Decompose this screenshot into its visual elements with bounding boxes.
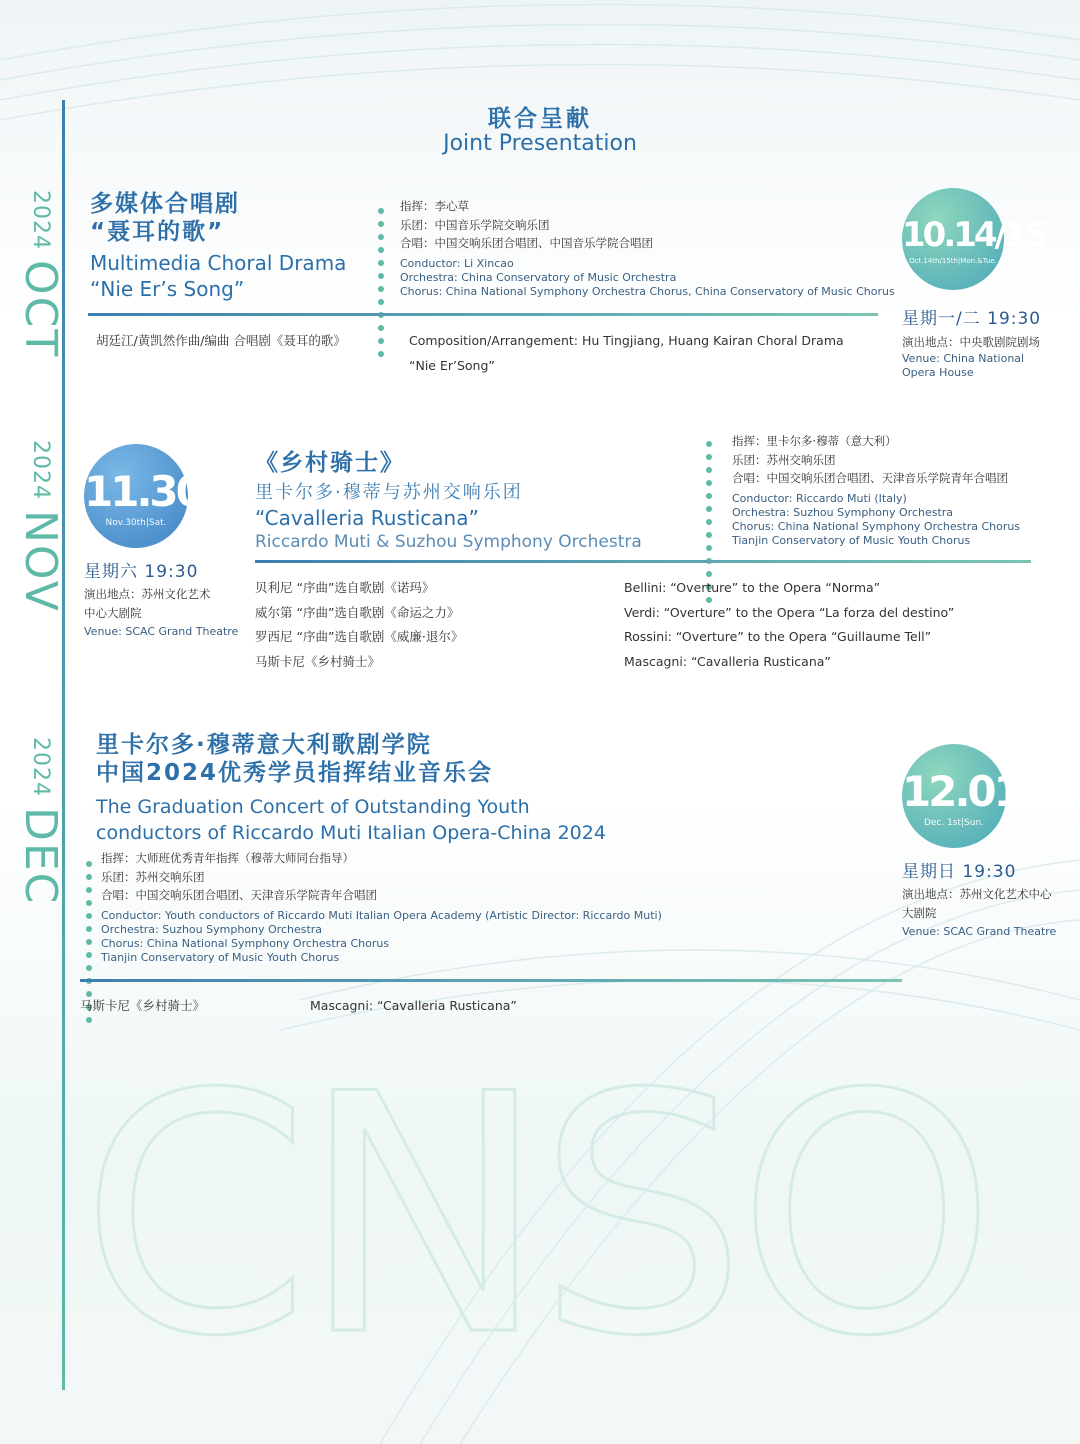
event1-date-sub: Oct.14th/15th|Mon.&Tue. <box>909 257 997 265</box>
event3-orchestra-cn: 乐团：苏州交响乐团 <box>101 869 205 884</box>
event3-chorus-en: Chorus: China National Symphony Orchestra Chorus <box>101 936 390 950</box>
event2-program-en-4: Mascagni: “Cavalleria Rusticana” <box>624 653 831 669</box>
event2-title-cn: 《乡村骑士》 <box>255 450 405 476</box>
event1-conductor-en: Conductor: Li Xincao <box>400 256 514 270</box>
event2-date: 11.30 <box>84 467 202 516</box>
event2-venue-en: Venue: SCAC Grand Theatre <box>84 625 239 638</box>
event1-venue-en: Venue: China National <box>902 352 1025 365</box>
event3-divider <box>80 979 902 982</box>
event2-venue-cn: 演出地点：苏州文化艺术 <box>84 587 211 601</box>
event3-venue-cn-2: 大剧院 <box>902 906 937 920</box>
event2-chorus-cn: 合唱：中国交响乐团合唱团、天津音乐学院青年合唱团 <box>732 471 1008 485</box>
event2-program-cn-3: 罗西尼 “序曲”选自歌剧《威廉·退尔》 <box>255 629 464 644</box>
event2-title-block <box>255 449 642 553</box>
event1-title-en: Multimedia Choral Drama <box>90 251 347 275</box>
event2-program-en-3: Rossini: “Overture” to the Opera “Guillaume Tell” <box>624 629 932 644</box>
event2-program-en-1: Bellini: “Overture” to the Opera “Norma” <box>624 580 881 595</box>
event1-chorus-en: Chorus: China National Symphony Orchestra Chorus, China Conservatory of Music Chorus <box>400 284 895 298</box>
event1-conductor-cn: 指挥：李心草 <box>400 199 469 213</box>
event1-program-en-block <box>409 329 844 378</box>
event2-credits <box>732 432 1020 548</box>
month-label-dec: 2024DEC <box>15 737 66 906</box>
event2-program-en <box>624 576 954 674</box>
event1-time-venue <box>902 308 1041 380</box>
event3-chorus-cn: 合唱：中国交响乐团合唱团、天津音乐学院青年合唱团 <box>101 888 377 902</box>
event3-conductor-cn: 指挥：大师班优秀青年指挥（穆蒂大师同台指导） <box>101 851 354 865</box>
event2-date-badge <box>84 444 202 548</box>
event3-credits <box>101 849 662 965</box>
event1-title-cn-2: “聂耳的歌” <box>90 219 225 245</box>
event1-program-en: Composition/Arrangement: Hu Tingjiang, Huang Kairan Choral Drama <box>409 333 844 348</box>
event2-orchestra-en: Orchestra: Suzhou Symphony Orchestra <box>732 505 954 519</box>
event2-time: 星期六 19:30 <box>84 562 199 582</box>
event2-subtitle-en: Riccardo Muti & Suzhou Symphony Orchestra <box>255 532 642 552</box>
event3-program-en: Mascagni: “Cavalleria Rusticana” <box>310 998 517 1013</box>
event2-chorus-en-2: Tianjin Conservatory of Music Youth Chorus <box>732 533 971 547</box>
event3-orchestra-en: Orchestra: Suzhou Symphony Orchestra <box>101 922 323 936</box>
event1-program-cn: 胡廷江/黄凯然作曲/编曲 合唱剧《聂耳的歌》 <box>96 333 346 348</box>
event2-orchestra-cn: 乐团：苏州交响乐团 <box>732 452 836 467</box>
event1-dots <box>378 208 384 364</box>
header-title-cn: 联合呈献 <box>488 106 592 132</box>
event3-date-badge <box>902 744 1020 848</box>
event3-venue-cn: 演出地点：苏州文化艺术中心 <box>902 887 1052 901</box>
event3-title-en: The Graduation Concert of Outstanding Youth <box>96 796 530 818</box>
event3-title-cn: 里卡尔多·穆蒂意大利歌剧学院 <box>96 732 432 758</box>
event1-orchestra-cn: 乐团：中国音乐学院交响乐团 <box>400 217 550 232</box>
event2-program-cn-2: 威尔第 “序曲”选自歌剧《命运之力》 <box>255 604 460 620</box>
event1-time: 星期一/二 19:30 <box>902 309 1042 329</box>
event1-chorus-cn: 合唱：中国交响乐团合唱团、中国音乐学院合唱团 <box>400 236 653 250</box>
event2-venue-cn-2: 中心大剧院 <box>84 606 142 620</box>
event2-conductor-cn: 指挥：里卡尔多·穆蒂（意大利） <box>732 434 897 448</box>
event1-program-en-2: “Nie Er’Song” <box>409 357 495 373</box>
event2-conductor-en: Conductor: Riccardo Muti (Italy) <box>732 491 907 505</box>
event2-subtitle-cn: 里卡尔多·穆蒂与苏州交响乐团 <box>255 482 523 503</box>
cnso-watermark: CNSO <box>80 1024 987 1408</box>
event3-time: 星期日 19:30 <box>902 862 1017 882</box>
event2-divider <box>255 560 1031 563</box>
event2-program-en-2: Verdi: “Overture” to the Opera “La forza del destino” <box>624 604 955 620</box>
event1-venue-en-2: Opera House <box>902 366 974 379</box>
event1-date-badge <box>902 188 1046 290</box>
event3-title-block <box>96 731 606 846</box>
event1-orchestra-en: Orchestra: China Conservatory of Music Orchestra <box>400 270 677 284</box>
event3-venue-en: Venue: SCAC Grand Theatre <box>902 925 1057 938</box>
event3-program-cn: 马斯卡尼《乡村骑士》 <box>80 998 206 1013</box>
event2-time-venue <box>84 561 238 639</box>
event1-title-en-2: “Nie Er’s Song” <box>90 277 245 301</box>
event2-chorus-en: Chorus: China National Symphony Orchestra Chorus <box>732 519 1021 533</box>
event3-title-en-2: conductors of Riccardo Muti Italian Opera-China 2024 <box>96 822 606 844</box>
event2-title-en: “Cavalleria Rusticana” <box>255 506 479 530</box>
event3-date-sub: Dec. 1st|Sun. <box>923 818 985 828</box>
event1-divider <box>88 313 878 316</box>
event3-chorus-en-2: Tianjin Conservatory of Music Youth Chorus <box>101 950 340 964</box>
event1-title-block <box>90 190 346 302</box>
event1-venue-cn: 演出地点：中央歌剧院剧场 <box>902 335 1040 349</box>
event3-conductor-en: Conductor: Youth conductors of Riccardo Muti Italian Opera Academy (Artistic Director: Riccardo Muti) <box>101 908 662 922</box>
event1-title-cn: 多媒体合唱剧 <box>90 191 240 217</box>
event2-date-sub: Nov.30th|Sat. <box>105 518 167 528</box>
event3-title-cn-2: 中国2024优秀学员指挥结业音乐会 <box>96 760 494 786</box>
event2-program-cn <box>255 576 463 674</box>
header-title-en: Joint Presentation <box>443 131 637 156</box>
event3-date: 12.01 <box>902 767 1020 816</box>
event3-time-venue <box>902 861 1056 939</box>
event2-program-cn-1: 贝利尼 “序曲”选自歌剧《诺玛》 <box>255 580 435 595</box>
event1-date: 10.14/15 <box>902 215 1046 255</box>
month-label-nov: 2024NOV <box>15 440 66 613</box>
month-label-oct: 2024OCT <box>15 190 66 359</box>
event1-credits <box>400 197 895 299</box>
event2-program-cn-4: 马斯卡尼《乡村骑士》 <box>255 653 381 669</box>
